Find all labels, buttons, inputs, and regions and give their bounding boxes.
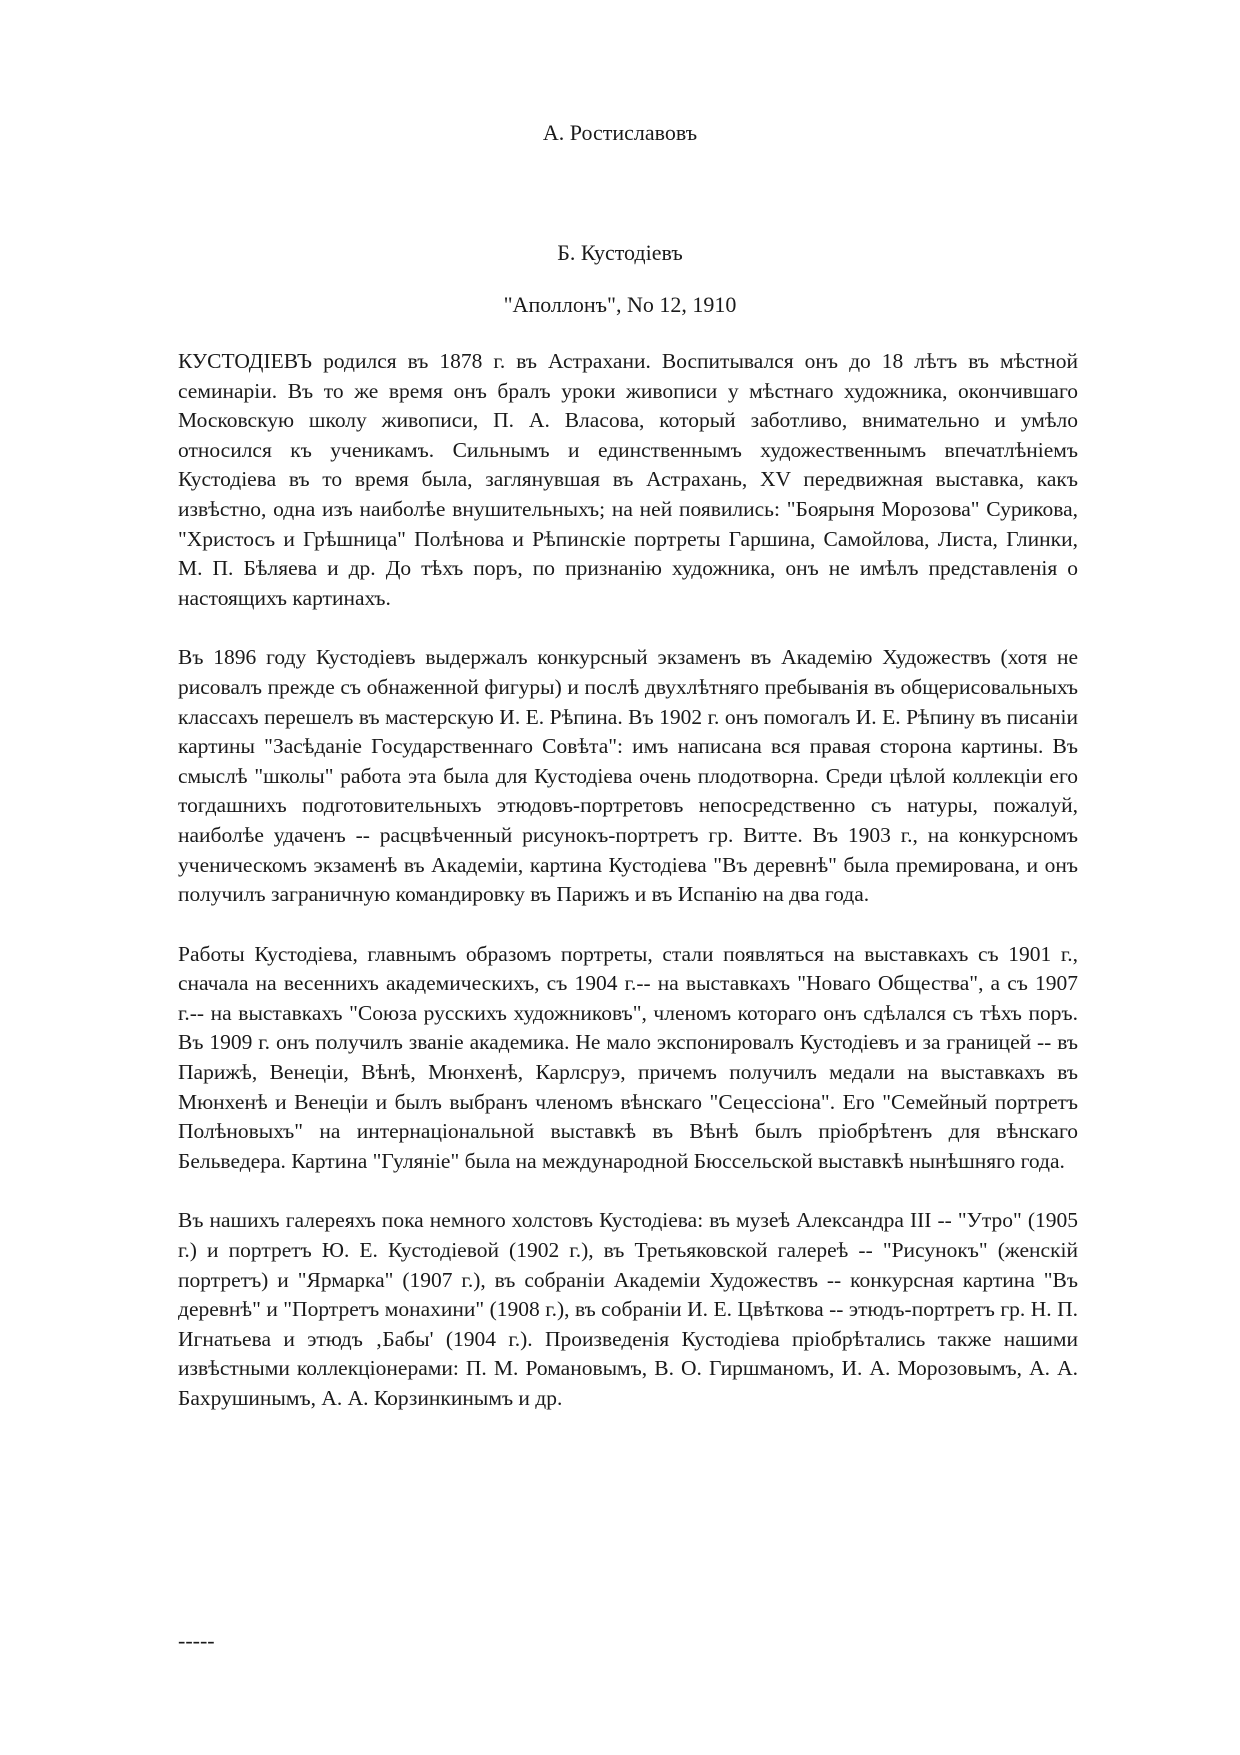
paragraph: Въ нашихъ галереяхъ пока немного холстовъ Кустодіева: въ музеѣ Александра III -- "Утро" (1905 г.) и портретъ Ю. Е. Кустодіевой (1902 г.), въ Третьяковской галереѣ -- "Рисунокъ" (женскій портретъ) и "Ярмарка" (1907 г.), въ собраніи Академіи Художествъ -- конкурсная картина "Въ деревнѣ" и "Портретъ монахини" (1908 г.), въ собраніи И. Е. Цвѣткова -- этюдъ-портретъ гр. Н. П. Игнатьева и этюдъ ‚Бабы' (1904 г.). Произведенія Кустодіева пріобрѣтались также нашими извѣстными коллекціонерами: П. М. Романовымъ, В. О. Гиршманомъ, И. А. Морозовымъ, А. А. Бахрушинымъ, А. А. Корзинкинымъ и др. (178, 1208, 1078, 1410)
article-body (178, 347, 1078, 1444)
author-name: А. Ростиславовъ (542, 120, 698, 145)
paragraph: Въ 1896 году Кустодіевъ выдержалъ конкурсный экзаменъ въ Академію Художествъ (хотя не рисовалъ прежде съ обнаженной фигуры) и послѣ двухлѣтняго пребыванія въ общерисовальныхъ классахъ перешелъ въ мастерскую И. Е. Рѣпина. Въ 1902 г. онъ помогалъ И. Е. Рѣпину въ писаніи картины "Засѣданіе Государственнаго Совѣта": имъ написана вся правая сторона картины. Въ смыслѣ "школы" работа эта была для Кустодіева очень плодотворна. Среди цѣлой коллекціи его тогдашнихъ подготовительныхъ этюдовъ-портретовъ непосредственно съ натуры, пожалуй, наиболѣе удаченъ -- расцвѣченный рисунокъ-портретъ гр. Витте. Въ 1903 г., на конкурсномъ ученическомъ экзаменѣ въ Академіи, картина Кустодіева "Въ деревнѣ" была премирована, и онъ получилъ заграничную командировку въ Парижъ и въ Испанію на два года. (178, 645, 1078, 907)
paragraph: КУСТОДІЕВЪ родился въ 1878 г. въ Астрахани. Воспитывался онъ до 18 лѣтъ въ мѣстной семинаріи. Въ то же время онъ бралъ уроки живописи у мѣстнаго художника, окончившаго Московскую школу живописи, П. А. Власова, который заботливо, внимательно и умѣло относился къ ученикамъ. Сильнымъ и единственнымъ художественнымъ впечатлѣніемъ Кустодіева въ то время была, заглянувшая въ Астрахань, XV передвижная выставка, какъ извѣстно, одна изъ наиболѣе внушительныхъ; на ней появились: "Боярыня Морозова" Сурикова, "Христосъ и Грѣшница" Полѣнова и Рѣпинскіе портреты Гаршина, Самойлова, Листа, Глинки, М. П. Бѣляева и др. До тѣхъ поръ, по признанію художника, онъ не имѣлъ представленія о настоящихъ картинахъ. (178, 349, 1078, 610)
paragraph: Работы Кустодіева, главнымъ образомъ портреты, стали появляться на выставкахъ съ 1901 г., сначала на весеннихъ академическихъ, съ 1904 г.-- на выставкахъ "Новаго Общества", а съ 1907 г.-- на выставкахъ "Союза русскихъ художниковъ", членомъ котораго онъ сдѣлался съ тѣхъ поръ. Въ 1909 г. онъ получилъ званіе академика. Не мало экспонировалъ Кустодіевъ и за границей -- въ Парижѣ, Венеціи, Вѣнѣ, Мюнхенѣ, Карлсруэ, причемъ получилъ медали на выставкахъ въ Мюнхенѣ и Венеціи и былъ выбранъ членомъ вѣнскаго "Сецессіона". Его "Семейный портретъ Полѣновыхъ" на интернаціональной выставкѣ въ Вѣнѣ былъ пріобрѣтенъ для вѣнскаго Бельведера. Картина "Гуляніе" была на международной Бюссельской выставкѣ нынѣшняго года. (178, 941, 1078, 1173)
article-title: Б. Кустодіевъ (557, 240, 683, 265)
end-separator: ----- (178, 1628, 215, 1653)
publication-source: "Аполлонъ", No 12, 1910 (503, 292, 737, 317)
